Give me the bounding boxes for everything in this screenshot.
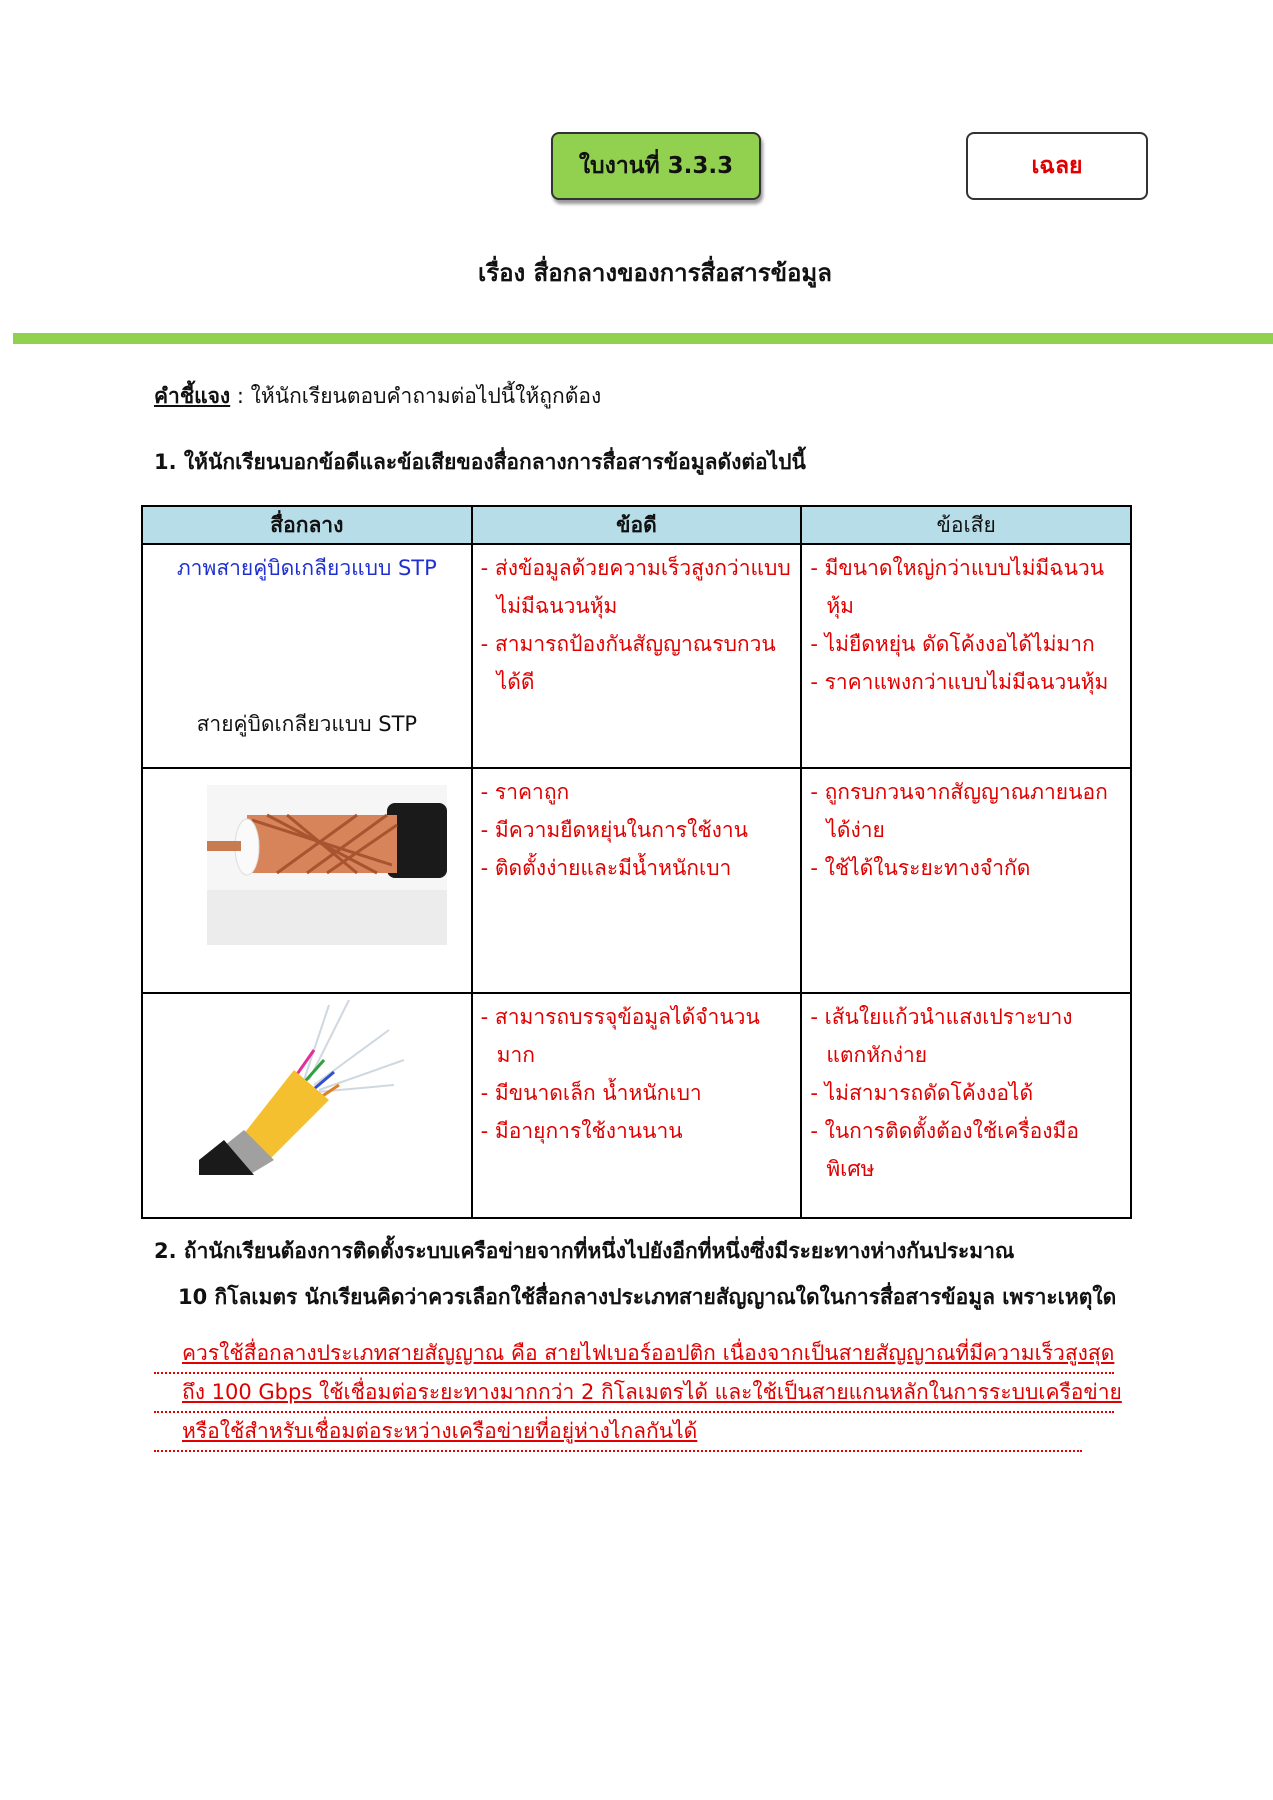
pro-item: - มีความยืดหยุ่นในการใช้งาน: [480, 818, 748, 842]
medium-cell: [142, 544, 472, 768]
con-item: - เส้นใยแก้วนำแสงเปราะบางแตกหักง่าย: [810, 1005, 1073, 1067]
cons-cell: [801, 993, 1131, 1218]
pro-item: - ราคาถูก: [480, 780, 570, 804]
con-item: - ใช้ได้ในระยะทางจำกัด: [810, 856, 1031, 880]
media-table: [141, 505, 1132, 1219]
instructions-text: : ให้นักเรียนตอบคำถามต่อไปนี้ให้ถูกต้อง: [230, 384, 602, 408]
con-item: - ถูกรบกวนจากสัญญาณภายนอกได้ง่าย: [810, 780, 1108, 842]
con-item: - ไม่ยืดหยุ่น ดัดโค้งงอได้ไม่มาก: [810, 632, 1095, 656]
con-item: - มีขนาดใหญ่กว่าแบบไม่มีฉนวนหุ้ม: [810, 556, 1105, 618]
header-medium: สื่อกลาง: [142, 506, 472, 544]
question-2-line-1: 2. ถ้านักเรียนต้องการติดตั้งระบบเครือข่ายจากที่หนึ่งไปยังอีกที่หนึ่งซึ่งมีระยะทางห่างกันประมาณ: [154, 1239, 1015, 1263]
con-item: - ในการติดตั้งต้องใช้เครื่องมือพิเศษ: [810, 1119, 1079, 1181]
table-header-row: [142, 506, 1131, 544]
worksheet-label: ใบงานที่ 3.3.3: [551, 132, 761, 200]
cons-cell: [801, 768, 1131, 993]
pros-cell: [472, 768, 802, 993]
coaxial-cable-image: [207, 785, 447, 945]
table-row: [142, 993, 1131, 1218]
answer-key-label: เฉลย: [966, 132, 1148, 200]
answer-text: [154, 1335, 1122, 1452]
pro-item: - ส่งข้อมูลด้วยความเร็วสูงกว่าแบบไม่มีฉนวนหุ้ม: [480, 556, 791, 618]
divider: [13, 333, 1273, 344]
pros-cell: [472, 544, 802, 768]
instructions: [154, 380, 601, 413]
pro-item: - ติดตั้งง่ายและมีน้ำหนักเบา: [480, 856, 732, 880]
question-2-line-2: 10 กิโลเมตร นักเรียนคิดว่าควรเลือกใช้สื่อกลางประเภทสายสัญญาณใดในการสื่อสารข้อมูล เพราะเหตุใด: [178, 1285, 1117, 1309]
question-1: 1. ให้นักเรียนบอกข้อดีและข้อเสียของสื่อกลางการสื่อสารข้อมูลดังต่อไปนี้: [154, 450, 806, 474]
table-row: [142, 544, 1131, 768]
con-item: - ราคาแพงกว่าแบบไม่มีฉนวนหุ้ม: [810, 670, 1109, 694]
con-item: - ไม่สามารถดัดโค้งงอได้: [810, 1081, 1034, 1105]
pro-item: - มีขนาดเล็ก น้ำหนักเบา: [480, 1081, 702, 1105]
answer-line: ถึง 100 Gbps ใช้เชื่อมต่อระยะทางมากกว่า 2 กิโลเมตรได้ และใช้เป็นสายแกนหลักในการระบบเครือข่าย: [154, 1374, 1114, 1413]
header-cons: ข้อเสีย: [801, 506, 1131, 544]
page-title: เรื่อง สื่อกลางของการสื่อสารข้อมูล: [478, 259, 832, 287]
table-row: [142, 768, 1131, 993]
pros-cell: [472, 993, 802, 1218]
pro-item: - สามารถบรรจุข้อมูลได้จำนวนมาก: [480, 1005, 760, 1067]
question-2: [154, 1228, 1116, 1320]
instructions-label: คำชี้แจง: [154, 384, 231, 408]
header-pros: ข้อดี: [472, 506, 802, 544]
pro-item: - มีอายุการใช้งานนาน: [480, 1119, 683, 1143]
fiber-optic-cable-image: [199, 1000, 409, 1175]
pro-item: - สามารถป้องกันสัญญาณรบกวนได้ดี: [480, 632, 776, 694]
medium-cell: [142, 993, 472, 1218]
stp-image-label: ภาพสายคู่บิดเกลียวแบบ STP: [176, 556, 437, 580]
cons-cell: [801, 544, 1131, 768]
answer-line: หรือใช้สำหรับเชื่อมต่อระหว่างเครือข่ายที่อยู่ห่างไกลกันได้: [154, 1413, 1082, 1452]
answer-line: ควรใช้สื่อกลางประเภทสายสัญญาณ คือ สายไฟเบอร์ออปติก เนื่องจากเป็นสายสัญญาณที่มีความเร็วสูงสุด: [154, 1335, 1114, 1374]
stp-caption: สายคู่บิดเกลียวแบบ STP: [196, 712, 418, 736]
medium-cell: [142, 768, 472, 993]
